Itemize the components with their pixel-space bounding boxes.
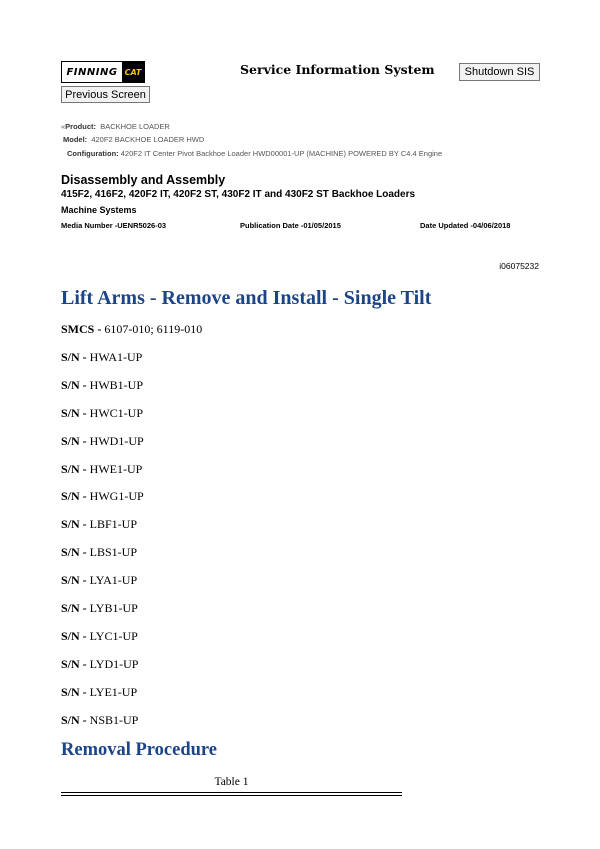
smcs-line <box>61 322 202 337</box>
section-systems: Machine Systems <box>61 205 137 215</box>
table-top-border <box>61 792 402 796</box>
sn-label: S/N - <box>61 461 87 476</box>
configuration-value: 420F2 IT Center Pivot Backhoe Loader HWD00001-UP (MACHINE) POWERED BY C4.4 Engine <box>120 149 443 158</box>
serial-value: LYE1-UP <box>89 684 138 699</box>
serial-value: HWA1-UP <box>89 350 143 364</box>
sn-label: S/N - <box>61 350 87 364</box>
table-caption: Table 1 <box>214 776 249 788</box>
smcs-value: 6107-010; 6119-010 <box>104 322 203 336</box>
serial-value: HWG1-UP <box>89 489 144 504</box>
serial-value: LYC1-UP <box>89 628 138 643</box>
serial-value: LYD1-UP <box>89 656 139 671</box>
sn-label: S/N - <box>61 433 87 448</box>
serial-item <box>61 462 144 490</box>
serial-value: HWD1-UP <box>89 433 144 448</box>
serial-value: LYA1-UP <box>89 573 138 588</box>
cat-logo: CAT <box>122 62 144 82</box>
serial-item <box>61 406 144 434</box>
serial-item <box>61 685 144 713</box>
model-info <box>63 135 204 144</box>
sn-label: S/N - <box>61 489 87 504</box>
document-id: i06075232 <box>499 261 539 271</box>
sn-label: S/N - <box>61 684 87 699</box>
shutdown-sis-button[interactable]: Shutdown SIS <box>459 63 540 81</box>
serial-value: LBS1-UP <box>89 545 138 560</box>
model-label: Model: <box>63 135 88 144</box>
serial-value: LYB1-UP <box>89 601 138 616</box>
serial-item <box>61 378 144 406</box>
sn-label: S/N - <box>61 573 87 588</box>
sn-label: S/N - <box>61 712 87 727</box>
serial-value: HWC1-UP <box>89 405 144 420</box>
publication-date: Publication Date -01/05/2015 <box>240 221 341 230</box>
finning-logo-text: FINNING <box>66 66 118 78</box>
sn-label: S/N - <box>61 628 87 643</box>
date-updated: Date Updated -04/06/2018 <box>420 221 511 230</box>
back-arrow-icon[interactable]: « <box>61 122 66 131</box>
serial-item <box>61 573 144 601</box>
section-heading: Disassembly and Assembly <box>61 173 226 187</box>
sis-title: Service Information System <box>240 62 435 77</box>
smcs-label: SMCS - <box>61 322 102 336</box>
serial-item <box>61 629 144 657</box>
configuration-info <box>67 149 442 158</box>
product-value: BACKHOE LOADER <box>100 122 170 131</box>
finning-cat-logo <box>61 61 145 83</box>
serial-item <box>61 545 144 573</box>
serial-item <box>61 350 144 378</box>
serial-item <box>61 434 144 462</box>
removal-procedure-heading: Removal Procedure <box>61 740 218 760</box>
media-number: Media Number -UENR5026-03 <box>61 221 167 230</box>
sn-label: S/N - <box>61 405 87 420</box>
serial-item <box>61 601 144 629</box>
product-label: Product: <box>65 122 97 131</box>
configuration-label: Configuration: <box>67 149 119 158</box>
serial-item <box>61 657 144 685</box>
sn-label: S/N - <box>61 517 87 532</box>
serial-value: HWE1-UP <box>89 461 143 476</box>
serial-item <box>61 713 144 741</box>
product-info <box>61 122 170 131</box>
serial-value: HWB1-UP <box>89 377 144 392</box>
serial-value: LBF1-UP <box>89 517 138 532</box>
serial-number-list <box>61 350 144 740</box>
section-models: 415F2, 416F2, 420F2 IT, 420F2 ST, 430F2 IT and 430F2 ST Backhoe Loaders <box>61 189 416 200</box>
serial-item <box>61 489 144 517</box>
previous-screen-button[interactable]: Previous Screen <box>61 86 150 103</box>
sn-label: S/N - <box>61 545 87 560</box>
serial-value: NSB1-UP <box>89 712 139 727</box>
sn-label: S/N - <box>61 656 87 671</box>
page-title: Lift Arms - Remove and Install - Single Tilt <box>61 287 432 309</box>
serial-item <box>61 517 144 545</box>
sn-label: S/N - <box>61 601 87 616</box>
model-value: 420F2 BACKHOE LOADER HWD <box>91 135 205 144</box>
sn-label: S/N - <box>61 377 87 392</box>
